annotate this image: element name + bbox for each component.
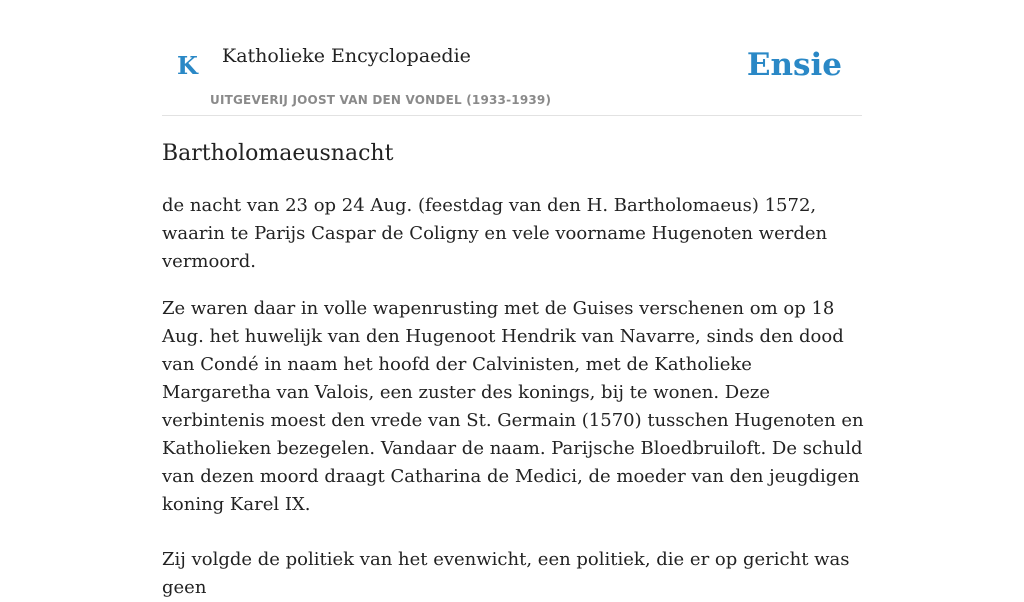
- entry-title: Bartholomaeusnacht: [162, 141, 394, 166]
- article-paragraph: de nacht van 23 op 24 Aug. (feestdag van den H. Bartholomaeus) 1572, waarin te Parijs Caspar de Coligny en vele voorname Hugenoten werden vermoord.: [162, 195, 828, 272]
- encyclopedia-title: Katholieke Encyclopaedie: [222, 45, 471, 67]
- ensie-brand-link[interactable]: Ensie: [746, 47, 842, 83]
- article-content: [162, 138, 864, 602]
- site-header: [162, 0, 862, 116]
- article-paragraph: Ze waren daar in volle wapenrusting met de Guises verschenen om op 18 Aug. het huwelijk van den Hugenoot Hendrik van Navarre, sinds den dood van Condé in naam het hoofd der Calvinisten, met de Katholieke Margaretha van Valois, een zuster des konings, bij te wonen. Deze verbintenis moest den vrede van St. Germain (1570) tusschen Hugenoten en Katholieken bezegelen. Vandaar de naam. Parijsche Bloedbruiloft. De schuld van dezen moord draagt Catharina de Medici, de moeder van den jeugdigen koning Karel IX.: [162, 298, 864, 515]
- publisher-subtitle: UITGEVERIJ JOOST VAN DEN VONDEL (1933-1939): [210, 93, 552, 107]
- article-paragraph: Zij volgde de politiek van het evenwicht, een politiek, die er op gericht was geen: [162, 549, 850, 598]
- logo-k-link[interactable]: K: [177, 51, 198, 80]
